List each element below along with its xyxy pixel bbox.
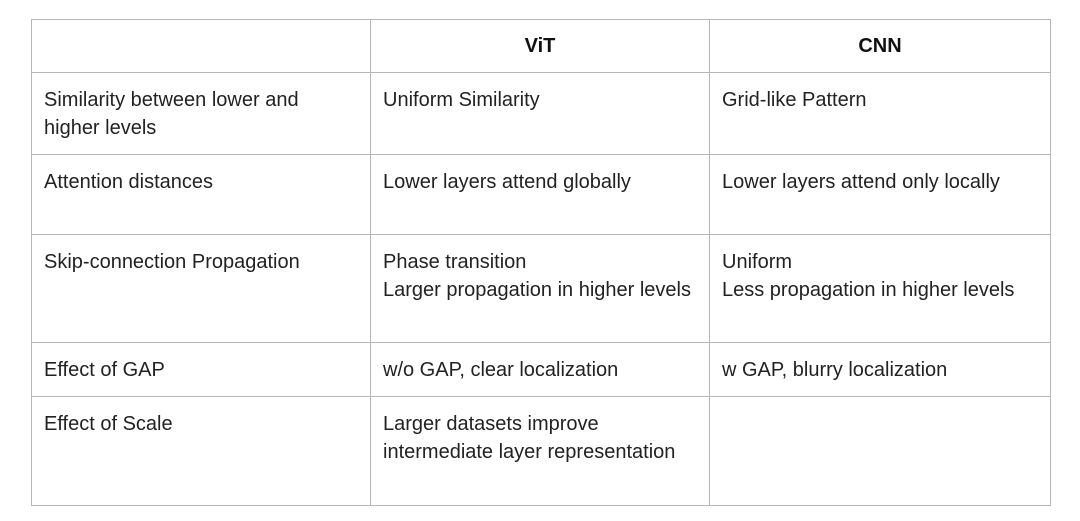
vit-cell bbox=[371, 155, 710, 235]
row-label: Skip-connection Propagation bbox=[32, 235, 371, 343]
table-row bbox=[32, 397, 1051, 506]
cell-line: Uniform Similarity bbox=[383, 89, 540, 111]
cnn-cell bbox=[710, 343, 1051, 397]
cnn-cell bbox=[710, 73, 1051, 155]
cnn-cell bbox=[710, 155, 1051, 235]
vit-cell bbox=[371, 235, 710, 343]
header-empty-cell bbox=[32, 20, 371, 73]
cnn-cell bbox=[710, 235, 1051, 343]
cell-line: Phase transition bbox=[383, 251, 527, 273]
row-label: Attention distances bbox=[32, 155, 371, 235]
cell-line: Larger datasets improve intermediate layer representation bbox=[383, 413, 676, 463]
row-label: Effect of GAP bbox=[32, 343, 371, 397]
cell-line: Larger propagation in higher levels bbox=[383, 279, 691, 301]
table-row bbox=[32, 343, 1051, 397]
table-row bbox=[32, 155, 1051, 235]
comparison-table bbox=[31, 19, 1051, 506]
header-vit: ViT bbox=[371, 20, 710, 73]
cell-line: Lower layers attend globally bbox=[383, 171, 631, 193]
cell-line: w GAP, blurry localization bbox=[722, 359, 948, 381]
cell-line: Grid-like Pattern bbox=[722, 89, 867, 111]
table-row bbox=[32, 235, 1051, 343]
vit-cell bbox=[371, 397, 710, 506]
cell-line: Uniform bbox=[722, 251, 793, 273]
vit-cell bbox=[371, 343, 710, 397]
vit-cell bbox=[371, 73, 710, 155]
row-label: Similarity between lower and higher levels bbox=[32, 73, 371, 155]
row-label: Effect of Scale bbox=[32, 397, 371, 506]
header-cnn: CNN bbox=[710, 20, 1051, 73]
cell-line: Less propagation in higher levels bbox=[722, 279, 1015, 301]
table-row bbox=[32, 73, 1051, 155]
header-row bbox=[32, 20, 1051, 73]
cnn-cell-empty bbox=[710, 397, 1051, 506]
cell-line: Lower layers attend only locally bbox=[722, 171, 1000, 193]
cell-line: w/o GAP, clear localization bbox=[383, 359, 619, 381]
